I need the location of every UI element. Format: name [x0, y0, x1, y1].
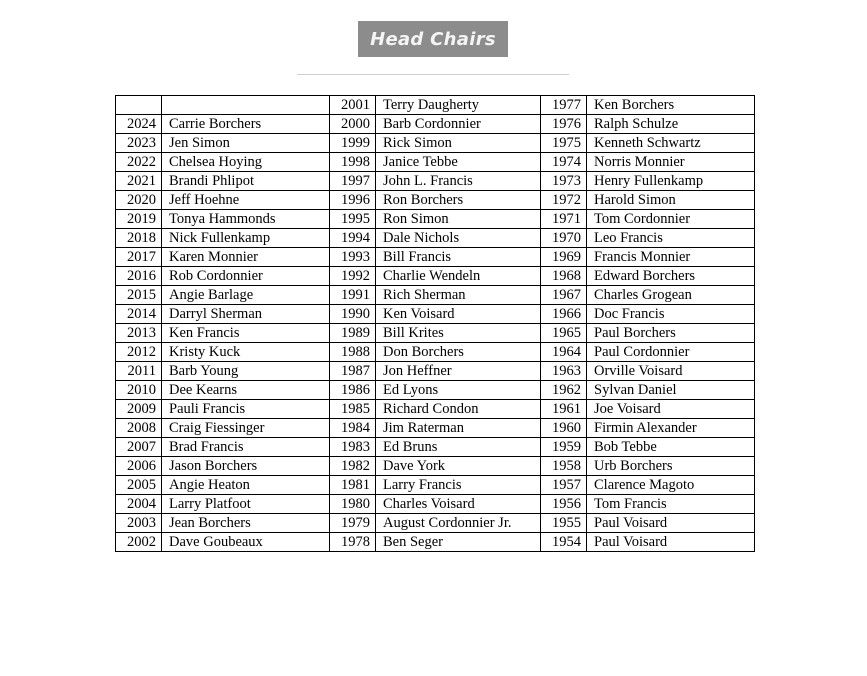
table-row: [116, 267, 755, 286]
year-cell: 1955: [541, 514, 587, 533]
page-title: Head Chairs: [370, 28, 496, 50]
chair-name-cell: Ben Seger: [376, 533, 541, 552]
year-cell: 2023: [116, 134, 162, 153]
chair-name-cell: Charlie Wendeln: [376, 267, 541, 286]
year-cell: 1958: [541, 457, 587, 476]
year-cell: 2017: [116, 248, 162, 267]
year-cell: 1971: [541, 210, 587, 229]
chair-name-cell: Edward Borchers: [587, 267, 755, 286]
year-cell: 2010: [116, 381, 162, 400]
chair-name-cell: Chelsea Hoying: [162, 153, 330, 172]
table-row: [116, 419, 755, 438]
year-cell: 1986: [330, 381, 376, 400]
year-cell: 2012: [116, 343, 162, 362]
chair-name-cell: Rich Sherman: [376, 286, 541, 305]
chair-name-cell: Ken Francis: [162, 324, 330, 343]
year-cell: 1993: [330, 248, 376, 267]
year-cell: 2024: [116, 115, 162, 134]
chair-name-cell: Paul Voisard: [587, 533, 755, 552]
chair-name-cell: Kenneth Schwartz: [587, 134, 755, 153]
chair-name-cell: Tom Cordonnier: [587, 210, 755, 229]
year-cell: 1974: [541, 153, 587, 172]
year-cell: 2003: [116, 514, 162, 533]
table-row: [116, 286, 755, 305]
chair-name-cell: Brad Francis: [162, 438, 330, 457]
head-chairs-table: [115, 95, 755, 552]
table-row: [116, 381, 755, 400]
chair-name-cell: Jen Simon: [162, 134, 330, 153]
year-cell: 1984: [330, 419, 376, 438]
chair-name-cell: Jeff Hoehne: [162, 191, 330, 210]
chair-name-cell: Francis Monnier: [587, 248, 755, 267]
year-cell: 2001: [330, 96, 376, 115]
year-cell: 2018: [116, 229, 162, 248]
chair-name-cell: Janice Tebbe: [376, 153, 541, 172]
chair-name-cell: Ron Borchers: [376, 191, 541, 210]
year-cell: 1968: [541, 267, 587, 286]
year-cell: 2021: [116, 172, 162, 191]
chair-name-cell: Tonya Hammonds: [162, 210, 330, 229]
chair-name-cell: Orville Voisard: [587, 362, 755, 381]
table-row: [116, 362, 755, 381]
chair-name-cell: Richard Condon: [376, 400, 541, 419]
chair-name-cell: Urb Borchers: [587, 457, 755, 476]
chair-name-cell: Leo Francis: [587, 229, 755, 248]
table-row: [116, 134, 755, 153]
chair-name-cell: Clarence Magoto: [587, 476, 755, 495]
year-cell: 1979: [330, 514, 376, 533]
table-row: [116, 172, 755, 191]
year-cell: 2019: [116, 210, 162, 229]
year-cell: 1972: [541, 191, 587, 210]
chair-name-cell: Firmin Alexander: [587, 419, 755, 438]
table-row: [116, 305, 755, 324]
chair-name-cell: Paul Borchers: [587, 324, 755, 343]
chair-name-cell: Ralph Schulze: [587, 115, 755, 134]
chair-name-cell: Bill Francis: [376, 248, 541, 267]
year-cell: 1970: [541, 229, 587, 248]
table-row: [116, 400, 755, 419]
year-cell: 1981: [330, 476, 376, 495]
chair-name-cell: Pauli Francis: [162, 400, 330, 419]
year-cell: 1982: [330, 457, 376, 476]
year-cell: 2008: [116, 419, 162, 438]
year-cell: 1995: [330, 210, 376, 229]
year-cell: 1978: [330, 533, 376, 552]
chair-name-cell: Kristy Kuck: [162, 343, 330, 362]
year-cell: 1994: [330, 229, 376, 248]
chair-name-cell: Darryl Sherman: [162, 305, 330, 324]
table-row: [116, 115, 755, 134]
year-cell: 1988: [330, 343, 376, 362]
chair-name-cell: August Cordonnier Jr.: [376, 514, 541, 533]
year-cell: 1976: [541, 115, 587, 134]
chair-name-cell: Don Borchers: [376, 343, 541, 362]
year-cell: 1973: [541, 172, 587, 191]
table-row: [116, 210, 755, 229]
year-cell: 1959: [541, 438, 587, 457]
year-cell: 2020: [116, 191, 162, 210]
chair-name-cell: Doc Francis: [587, 305, 755, 324]
chair-name-cell: Tom Francis: [587, 495, 755, 514]
year-cell: 2009: [116, 400, 162, 419]
chair-name-cell: Ed Bruns: [376, 438, 541, 457]
chair-name-cell: Dee Kearns: [162, 381, 330, 400]
table-row: [116, 229, 755, 248]
chair-name-cell: Barb Young: [162, 362, 330, 381]
year-cell: 1956: [541, 495, 587, 514]
chair-name-cell: Jean Borchers: [162, 514, 330, 533]
year-cell: 1961: [541, 400, 587, 419]
chair-name-cell: Harold Simon: [587, 191, 755, 210]
table-row: [116, 457, 755, 476]
chair-name-cell: Karen Monnier: [162, 248, 330, 267]
chair-name-cell: Ken Voisard: [376, 305, 541, 324]
table-row: [116, 191, 755, 210]
year-cell: 1963: [541, 362, 587, 381]
chair-name-cell: Bill Krites: [376, 324, 541, 343]
chair-name-cell: Nick Fullenkamp: [162, 229, 330, 248]
year-cell: 1980: [330, 495, 376, 514]
chair-name-cell: Paul Cordonnier: [587, 343, 755, 362]
year-cell: 2007: [116, 438, 162, 457]
chair-name-cell: Jon Heffner: [376, 362, 541, 381]
chair-name-cell: Angie Heaton: [162, 476, 330, 495]
year-cell: 1999: [330, 134, 376, 153]
table-row: [116, 343, 755, 362]
year-cell: 1992: [330, 267, 376, 286]
chair-name-cell: Charles Grogean: [587, 286, 755, 305]
chair-name-cell: Rick Simon: [376, 134, 541, 153]
title-divider: [297, 74, 569, 75]
year-cell: 1989: [330, 324, 376, 343]
chair-name-cell: John L. Francis: [376, 172, 541, 191]
chair-name-cell: Jim Raterman: [376, 419, 541, 438]
table-row: [116, 438, 755, 457]
year-cell: 1965: [541, 324, 587, 343]
table-body: [116, 96, 755, 552]
table-row: [116, 153, 755, 172]
table-row: [116, 476, 755, 495]
year-cell: 1990: [330, 305, 376, 324]
year-cell: 1954: [541, 533, 587, 552]
year-cell: 1998: [330, 153, 376, 172]
table-row: [116, 495, 755, 514]
chair-name-cell: Ken Borchers: [587, 96, 755, 115]
year-cell: 1977: [541, 96, 587, 115]
year-cell: 1983: [330, 438, 376, 457]
year-cell: 2000: [330, 115, 376, 134]
year-cell: 2011: [116, 362, 162, 381]
year-cell: 2016: [116, 267, 162, 286]
chair-name-cell: Dale Nichols: [376, 229, 541, 248]
chair-name-cell: Dave York: [376, 457, 541, 476]
year-cell: 2006: [116, 457, 162, 476]
year-cell: 2013: [116, 324, 162, 343]
chair-name-cell: Charles Voisard: [376, 495, 541, 514]
year-cell: 1991: [330, 286, 376, 305]
chair-name-cell: Norris Monnier: [587, 153, 755, 172]
chair-name-cell: Brandi Phlipot: [162, 172, 330, 191]
chair-name-cell: Larry Francis: [376, 476, 541, 495]
year-cell: 1966: [541, 305, 587, 324]
chair-name-cell: Ron Simon: [376, 210, 541, 229]
table-row: [116, 96, 755, 115]
chair-name-cell: Ed Lyons: [376, 381, 541, 400]
year-cell: 2022: [116, 153, 162, 172]
page-title-banner: [358, 21, 508, 57]
table-row: [116, 324, 755, 343]
table-row: [116, 533, 755, 552]
year-cell: 1996: [330, 191, 376, 210]
year-cell: 2015: [116, 286, 162, 305]
chair-name-cell: Paul Voisard: [587, 514, 755, 533]
year-cell: 1962: [541, 381, 587, 400]
year-cell: 2005: [116, 476, 162, 495]
chair-name-cell: Angie Barlage: [162, 286, 330, 305]
chair-name-cell: [162, 96, 330, 115]
table-row: [116, 248, 755, 267]
year-cell: [116, 96, 162, 115]
table-row: [116, 514, 755, 533]
year-cell: 2002: [116, 533, 162, 552]
year-cell: 1985: [330, 400, 376, 419]
year-cell: 1997: [330, 172, 376, 191]
year-cell: 1987: [330, 362, 376, 381]
year-cell: 1967: [541, 286, 587, 305]
chair-name-cell: Henry Fullenkamp: [587, 172, 755, 191]
chair-name-cell: Sylvan Daniel: [587, 381, 755, 400]
chair-name-cell: Barb Cordonnier: [376, 115, 541, 134]
chair-name-cell: Joe Voisard: [587, 400, 755, 419]
chair-name-cell: Terry Daugherty: [376, 96, 541, 115]
chair-name-cell: Bob Tebbe: [587, 438, 755, 457]
chair-name-cell: Dave Goubeaux: [162, 533, 330, 552]
chair-name-cell: Jason Borchers: [162, 457, 330, 476]
year-cell: 2004: [116, 495, 162, 514]
chair-name-cell: Carrie Borchers: [162, 115, 330, 134]
year-cell: 1964: [541, 343, 587, 362]
year-cell: 1975: [541, 134, 587, 153]
year-cell: 1960: [541, 419, 587, 438]
year-cell: 1957: [541, 476, 587, 495]
chair-name-cell: Craig Fiessinger: [162, 419, 330, 438]
chair-name-cell: Larry Platfoot: [162, 495, 330, 514]
year-cell: 1969: [541, 248, 587, 267]
chair-name-cell: Rob Cordonnier: [162, 267, 330, 286]
year-cell: 2014: [116, 305, 162, 324]
